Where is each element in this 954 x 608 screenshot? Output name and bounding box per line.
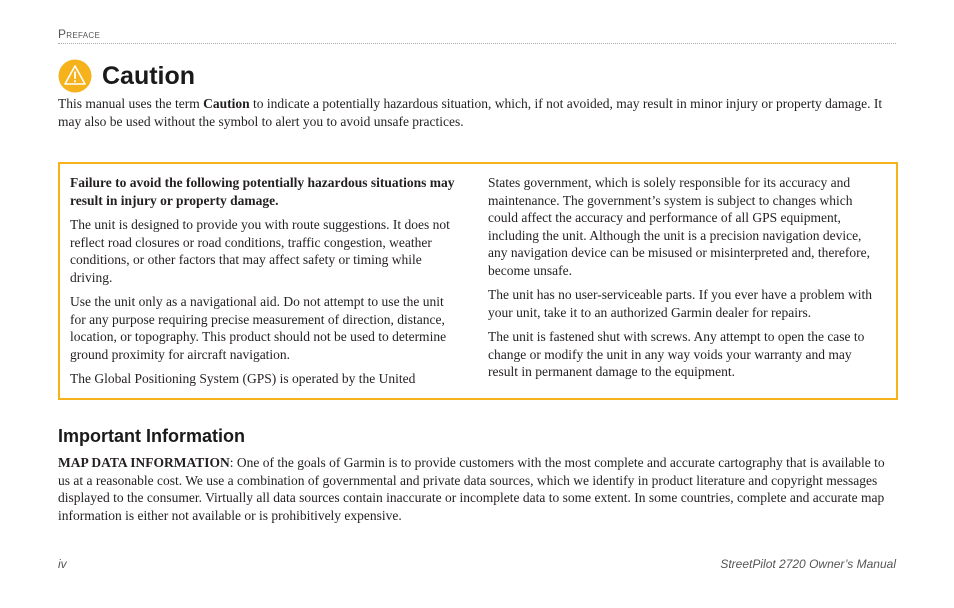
warning-paragraph: The Global Positioning System (GPS) is operated by the United	[70, 371, 416, 386]
warning-paragraph: Use the unit only as a navigational aid. Do not attempt to use the unit for any purpose requiring precise measurement of direction, distance, location, or topography. This product should not be used to determine ground proximity for aircraft navigation.	[70, 294, 447, 362]
map-data-label: MAP DATA INFORMATION	[58, 455, 230, 470]
header-divider	[58, 43, 896, 44]
warning-box	[58, 162, 898, 400]
warning-right-column	[488, 174, 880, 388]
manual-title: StreetPilot 2720 Owner’s Manual	[720, 557, 896, 571]
intro-text-before: This manual uses the term	[58, 96, 204, 111]
page-number: iv	[58, 557, 67, 571]
intro-text-after: to indicate a potentially hazardous situation, which, if not avoided, may result in minor injury or property damage. It may also be used without the symbol to alert you to avoid unsafe practices.	[58, 96, 883, 129]
warning-triangle-icon	[58, 59, 92, 93]
important-info-heading: Important Information	[58, 426, 245, 446]
caution-intro	[58, 95, 900, 131]
warning-paragraph: The unit is designed to provide you with route suggestions. It does not reflect road closures or road conditions, traffic congestion, weather conditions, or other factors that may affect safety or timing while driving.	[70, 217, 450, 285]
warning-lead: Failure to avoid the following potentially hazardous situations may result in injury or property damage.	[70, 175, 455, 208]
warning-paragraph: States government, which is solely responsible for its accuracy and maintenance. The government’s system is subject to changes which could affect the accuracy and performance of all GPS equipment, including the unit. Although the unit is a precision navigation device, any navigation device can be misused or misinterpreted and, therefore, become unsafe.	[488, 175, 870, 278]
warning-paragraph: The unit has no user-serviceable parts. If you ever have a problem with your unit, take it to an authorized Garmin dealer for repairs.	[488, 287, 872, 320]
warning-left-column	[70, 174, 462, 395]
caution-heading: Caution	[102, 62, 196, 90]
map-data-text: : One of the goals of Garmin is to provide customers with the most complete and accurate cartography that is available to us at a reasonable cost. We use a combination of governmental and private data sources, which we identify in product literature and copyright messages displayed to the consumer. Virtually all data sources contain inaccurate or incomplete data to some extent. In some countries, complete and accurate map information is either not available or is prohibitively expensive.	[58, 455, 885, 523]
section-label: Preface	[58, 27, 101, 41]
warning-paragraph: The unit is fastened shut with screws. Any attempt to open the case to change or modify the unit in any way voids your warranty and may result in permanent damage to the equipment.	[488, 329, 865, 379]
map-data-paragraph	[58, 454, 898, 524]
intro-term: Caution	[203, 96, 250, 111]
